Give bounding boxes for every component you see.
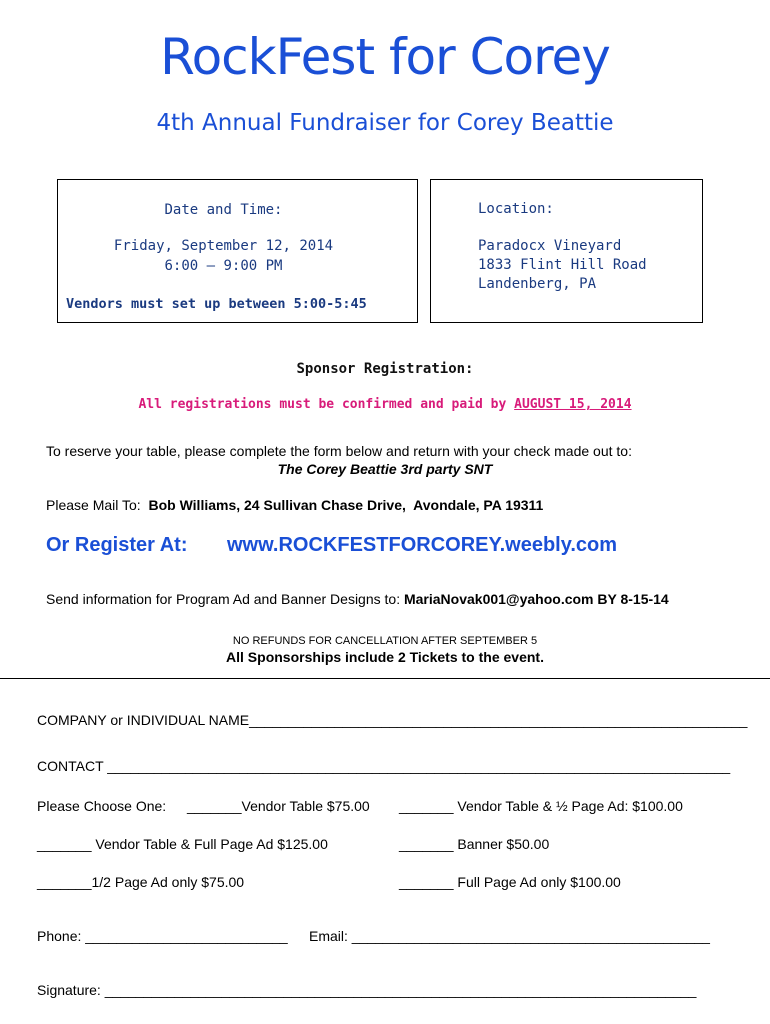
email-field[interactable]: Email: ______________________________________________: [309, 928, 710, 944]
option-vendor-half-page[interactable]: _______ Vendor Table & ½ Page Ad: $100.00: [399, 798, 683, 814]
option-banner[interactable]: _______ Banner $50.00: [399, 836, 550, 852]
option-full-page-ad[interactable]: _______ Full Page Ad only $100.00: [399, 874, 621, 890]
location-box: [430, 179, 703, 323]
option-vendor-table[interactable]: _______Vendor Table $75.00: [187, 798, 370, 814]
design-submission-text: Send information for Program Ad and Banner Designs to:: [46, 591, 404, 607]
location-line-2: 1833 Flint Hill Road: [478, 257, 647, 273]
location-line-1: Paradocx Vineyard: [478, 238, 622, 254]
design-submission-email[interactable]: MariaNovak001@yahoo.com BY 8-15-14: [403, 591, 669, 607]
choose-one-label: Please Choose One:: [37, 798, 167, 814]
phone-field[interactable]: Phone: __________________________: [37, 928, 288, 944]
deadline-text: All registrations must be confirmed and paid by: [138, 397, 515, 412]
register-url-link[interactable]: www.ROCKFESTFORCOREY.weebly.com: [227, 534, 618, 556]
sponsor-heading: Sponsor Registration:: [296, 361, 474, 377]
tickets-note: All Sponsorships include 2 Tickets to the event.: [226, 649, 544, 665]
register-label: Or Register At:: [46, 534, 188, 556]
date-time-label: Date and Time:: [164, 202, 283, 218]
event-time: 6:00 – 9:00 PM: [164, 258, 283, 274]
registration-deadline: [0, 397, 770, 412]
design-submission-line: [46, 591, 669, 607]
page-title: RockFest for Corey: [160, 28, 610, 86]
mail-to-line: [46, 497, 543, 513]
signature-field[interactable]: Signature: ____________________________________________________________________________: [37, 982, 697, 998]
mail-address: Bob Williams, 24 Sullivan Chase Drive, Avondale, PA 19311: [148, 497, 544, 513]
vendors-setup-note: Vendors must set up between 5:00-5:45: [66, 296, 367, 312]
reserve-instructions: To reserve your table, please complete the form below and return with your check made out to:: [46, 443, 632, 459]
company-name-field[interactable]: COMPANY or INDIVIDUAL NAME________________________________________________________________: [37, 712, 748, 728]
location-line-3: Landenberg, PA: [478, 276, 597, 292]
no-refunds-note: NO REFUNDS FOR CANCELLATION AFTER SEPTEMBER 5: [232, 635, 538, 647]
mail-to-label: Please Mail To:: [46, 497, 149, 513]
date-time-box: [57, 179, 418, 323]
deadline-date: AUGUST 15, 2014: [514, 397, 632, 412]
location-label: Location:: [478, 201, 554, 217]
option-half-page-ad[interactable]: _______1/2 Page Ad only $75.00: [37, 874, 245, 890]
form-divider: [0, 678, 770, 679]
event-date: Friday, September 12, 2014: [113, 238, 334, 254]
option-vendor-full-page[interactable]: _______ Vendor Table & Full Page Ad $125.00: [37, 836, 328, 852]
contact-field[interactable]: CONTACT ________________________________________________________________________________: [37, 758, 731, 774]
payee-name: The Corey Beattie 3rd party SNT: [277, 461, 493, 477]
page-subtitle: 4th Annual Fundraiser for Corey Beattie: [156, 110, 614, 136]
